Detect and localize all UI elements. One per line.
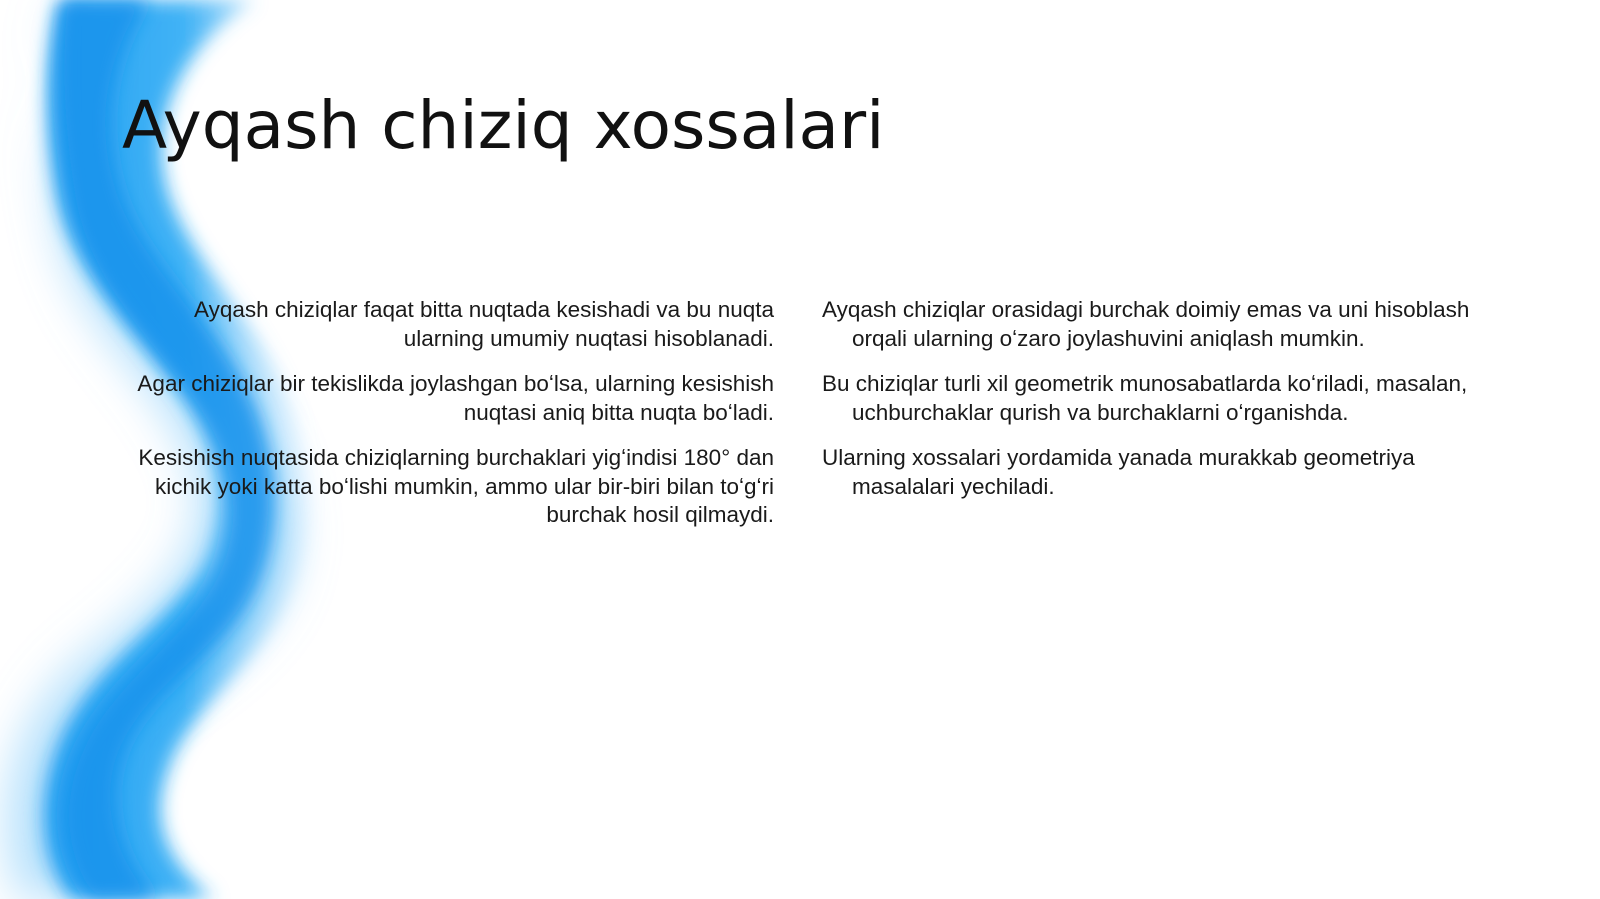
right-paragraph-3: Ularning xossalari yordamida yanada murakkab geometriya masalalari yechiladi.: [822, 445, 1415, 499]
left-paragraph-1: Ayqash chiziqlar faqat bitta nuqtada kesishadi va bu nuqta ularning umumiy nuqtasi hisoblanadi.: [194, 297, 774, 351]
right-text-column: [822, 296, 1470, 518]
left-paragraph-2: Agar chiziqlar bir tekislikda joylashgan boʻlsa, ularning kesishish nuqtasi aniq bitta nuqta boʻladi.: [137, 371, 774, 425]
left-paragraph-3: Kesishish nuqtasida chiziqlarning burchaklari yigʻindisi 180° dan kichik yoki katta boʻlishi mumkin, ammo ular bir-biri bilan toʻgʻri burchak hosil qilmaydi.: [138, 445, 774, 527]
slide-title: Ayqash chiziq xossalari: [122, 87, 885, 164]
left-text-column: [132, 296, 774, 547]
right-paragraph-2: Bu chiziqlar turli xil geometrik munosabatlarda koʻriladi, masalan, uchburchaklar qurish va burchaklarni oʻrganishda.: [822, 371, 1468, 425]
right-paragraph-1: Ayqash chiziqlar orasidagi burchak doimiy emas va uni hisoblash orqali ularning oʻzaro joylashuvini aniqlash mumkin.: [822, 297, 1470, 351]
